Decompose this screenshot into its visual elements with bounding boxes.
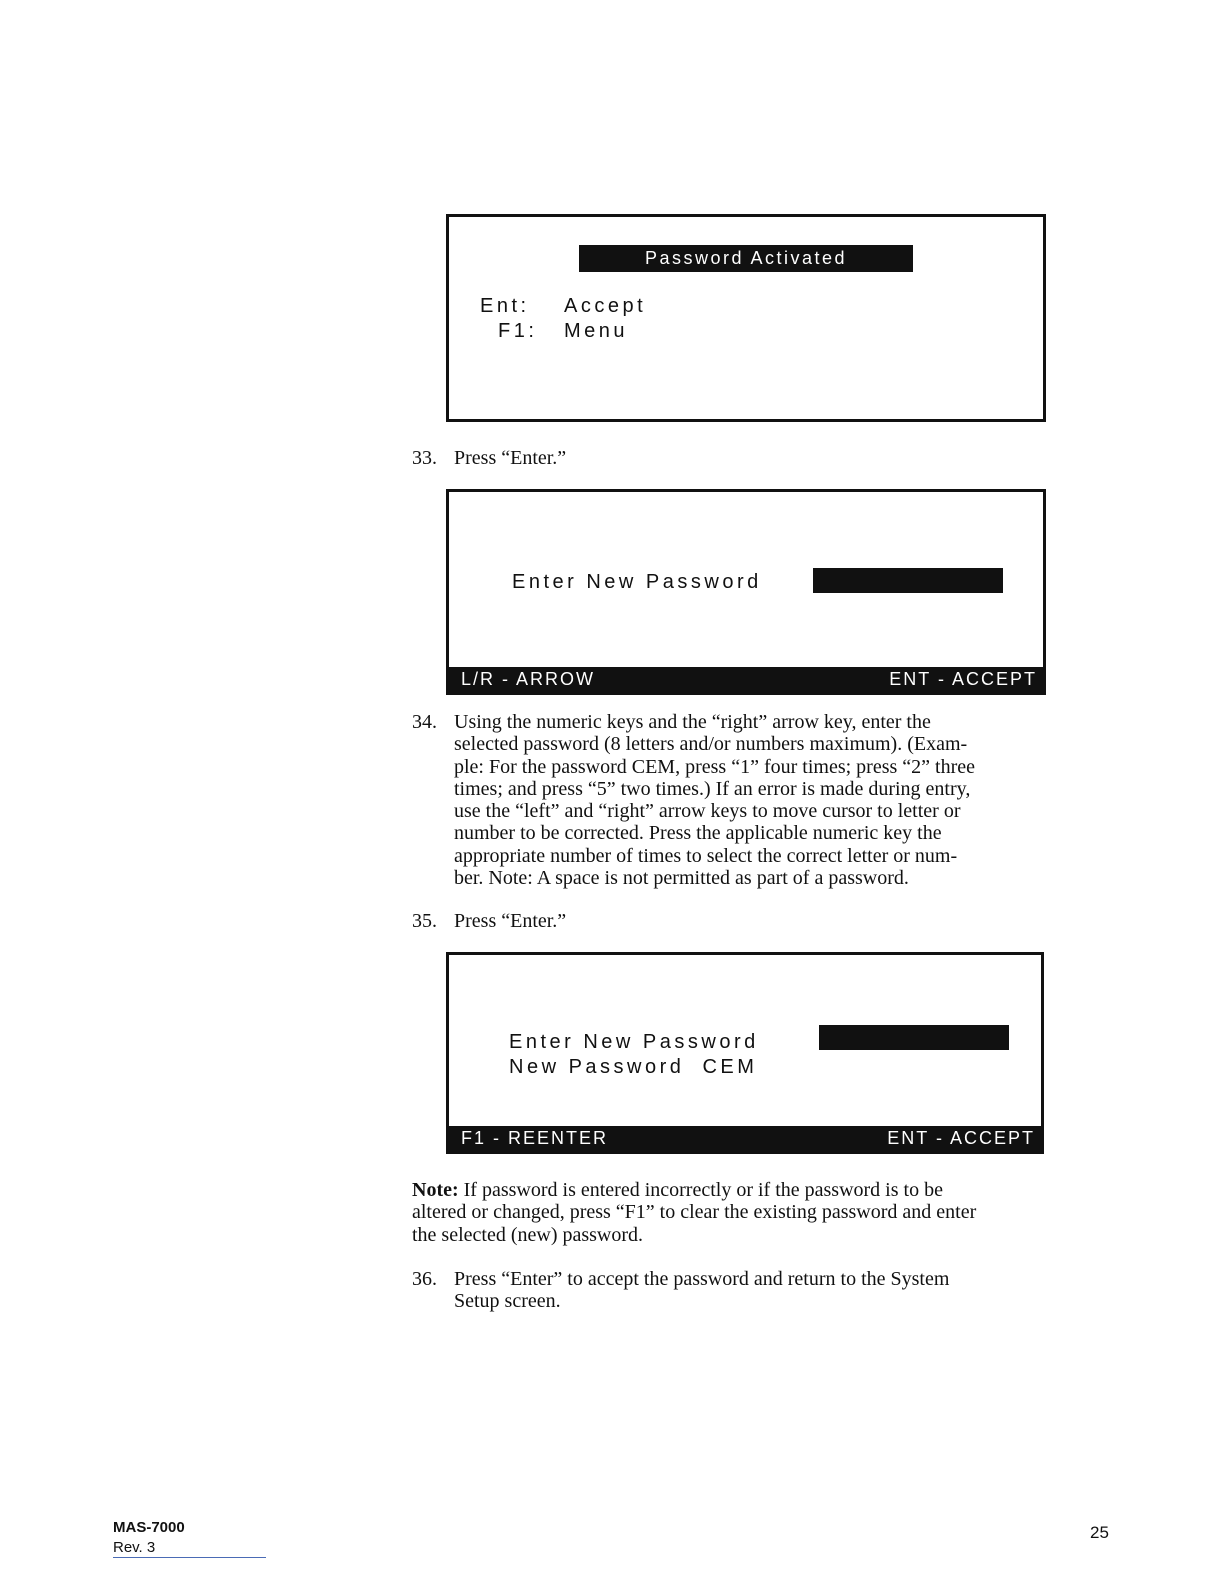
note-line: If password is entered incorrectly or if the password is to be (463, 1179, 943, 1201)
password-entry-field (813, 568, 1003, 593)
step-text (454, 711, 975, 889)
note-line: altered or changed, press “F1” to clear the existing password and enter (412, 1201, 977, 1224)
step-33 (412, 447, 1062, 471)
screen-password-activated (446, 214, 1046, 422)
ent-action-label: Accept (564, 295, 647, 317)
note-label: Note: (412, 1179, 459, 1201)
enter-new-password-prompt: Enter New Password (512, 571, 762, 593)
step-line: Using the numeric keys and the “right” arrow key, enter the (454, 711, 931, 733)
step-line: Press “Enter” to accept the password and return to the System (454, 1268, 950, 1290)
document-footer (113, 1518, 185, 1558)
screen-footer-bar (449, 1126, 1041, 1151)
step-text: Press “Enter.” (454, 447, 567, 469)
footer-left-label: F1 - REENTER (461, 1128, 609, 1148)
step-line: Setup screen. (454, 1290, 561, 1313)
screen-enter-new-password (446, 489, 1046, 695)
step-text: Press “Enter.” (454, 910, 567, 932)
screen-footer-bar (449, 667, 1043, 692)
footer-rule (113, 1557, 266, 1558)
step-text (454, 1268, 949, 1313)
page-number: 25 (1090, 1523, 1109, 1542)
step-35 (412, 910, 1062, 934)
screen-new-password-confirm (446, 952, 1044, 1154)
step-number: 33. (412, 447, 437, 469)
step-line: ple: For the password CEM, press “1” four times; press “2” three (454, 755, 975, 778)
model-number: MAS-7000 (113, 1519, 185, 1536)
footer-left-label: L/R - ARROW (461, 669, 596, 689)
f1-key-label: F1: (498, 320, 538, 342)
step-number: 35. (412, 910, 437, 932)
step-34 (412, 711, 1092, 895)
step-line: number to be corrected. Press the applicable numeric key the (454, 822, 942, 845)
note-paragraph (412, 1179, 1112, 1246)
enter-new-password-line: Enter New Password (509, 1031, 759, 1053)
ent-key-label: Ent: (480, 295, 530, 317)
step-line: appropriate number of times to select the correct letter or num- (454, 844, 958, 867)
step-line: selected password (8 letters and/or numbers maximum). (Exam- (454, 733, 968, 756)
step-line: use the “left” and “right” arrow keys to move cursor to letter or (454, 800, 961, 823)
new-password-line: New Password CEM (509, 1056, 758, 1078)
footer-right-label: ENT - ACCEPT (889, 669, 1037, 689)
step-number: 36. (412, 1268, 437, 1290)
f1-action-label: Menu (564, 320, 629, 342)
footer-right-label: ENT - ACCEPT (887, 1128, 1035, 1148)
password-entry-field (819, 1025, 1009, 1050)
step-line: times; and press “5” two times.) If an error is made during entry, (454, 777, 971, 800)
note-line: the selected (new) password. (412, 1223, 644, 1246)
step-36 (412, 1268, 1092, 1316)
password-activated-title: Password Activated (579, 245, 913, 272)
revision: Rev. 3 (113, 1539, 156, 1556)
step-number: 34. (412, 711, 437, 733)
step-line: ber. Note: A space is not permitted as part of a password. (454, 867, 909, 890)
